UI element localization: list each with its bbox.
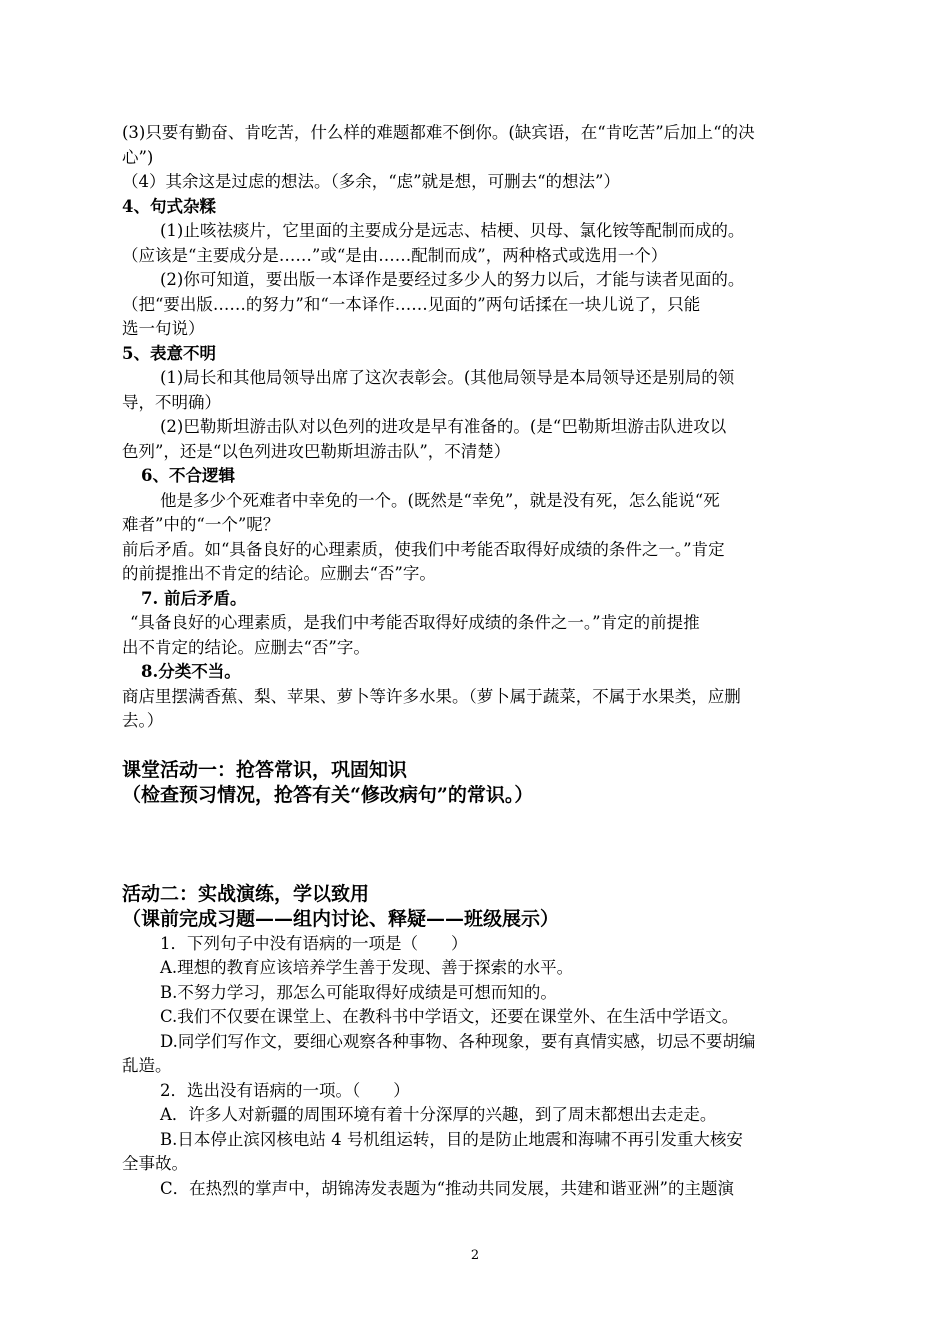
text-line: (2)你可知道，要出版一本译作是要经过多少人的努力以后，才能与读者见面的。 bbox=[160, 270, 745, 289]
text-line: (2)巴勒斯坦游击队对以色列的进攻是早有准备的。(是“巴勒斯坦游击队进攻以 bbox=[160, 417, 727, 436]
text-line: (1)局长和其他局领导出席了这次表彰会。(其他局领导是本局领导还是别局的领 bbox=[160, 368, 735, 387]
document-body bbox=[122, 121, 834, 1201]
text-line: （4）其余这是过虑的想法。（多余，“虑”就是想，可删去“的想法”） bbox=[122, 172, 620, 191]
text-line: 去。） bbox=[122, 711, 164, 730]
question-1-option-d: D.同学们写作文，要细心观察各种事物、各种现象，要有真情实感，切忌不要胡编 bbox=[160, 1031, 756, 1051]
text-line: 前后矛盾。如“具备良好的心理素质，使我们中考能否取得好成绩的条件之一。”肯定 bbox=[122, 539, 725, 559]
question-1-option-a: A.理想的教育应该培养学生善于发现、善于探索的水平。 bbox=[160, 958, 574, 977]
activity2-subtitle: （课前完成习题——组内讨论、释疑——班级展示） bbox=[122, 907, 560, 930]
text-line: (3)只要有勤奋、肯吃苦，什么样的难题都难不倒你。(缺宾语，在“肯吃苦”后加上“的决 bbox=[122, 123, 755, 142]
section-heading: 8.分类不当。 bbox=[141, 662, 241, 681]
question-1-option-c: C.我们不仅要在课堂上、在教科书中学语文，还要在课堂外、在生活中学语文。 bbox=[160, 1007, 739, 1026]
activity1-title: 课堂活动一：抢答常识，巩固知识 bbox=[122, 758, 408, 781]
question-2-option-c: C．在热烈的掌声中，胡锦涛发表题为“推动共同发展，共建和谐亚洲”的主题演 bbox=[160, 1178, 734, 1198]
activity2-title: 活动二：实战演练，学以致用 bbox=[122, 882, 370, 905]
text-line: （把“要出版……的努力”和“一本译作……见面的”两句话揉在一块儿说了，只能 bbox=[122, 294, 701, 314]
text-line: （应该是“主要成分是……”或“是由……配制而成”，两种格式或选用一个） bbox=[122, 245, 668, 265]
text-line: 导，不明确） bbox=[122, 392, 221, 412]
text-line: 的前提推出不肯定的结论。应删去“否”字。 bbox=[122, 564, 436, 583]
text-line: 色列”，还是“以色列进攻巴勒斯坦游击队”，不清楚） bbox=[122, 441, 511, 461]
question-2-option-b: B.日本停止滨冈核电站 4 号机组运转，目的是防止地震和海啸不再引发重大核安 bbox=[160, 1129, 743, 1149]
text-line: “具备良好的心理素质，是我们中考能否取得好成绩的条件之一。”肯定的前提推 bbox=[130, 613, 700, 632]
text-line: 商店里摆满香蕉、梨、苹果、萝卜等许多水果。（萝卜属于蔬菜，不属于水果类，应删 bbox=[122, 686, 741, 706]
question-2-option-a: A．许多人对新疆的周围环境有着十分深厚的兴趣，到了周末都想出去走走。 bbox=[160, 1105, 717, 1124]
text-line: 难者”中的“一个”呢？ bbox=[122, 515, 280, 534]
section-heading: 4、句式杂糅 bbox=[122, 196, 216, 216]
section-heading: 5、表意不明 bbox=[122, 343, 216, 363]
activity1-subtitle: （检查预习情况，抢答有关“修改病句”的常识。） bbox=[122, 783, 534, 806]
question-1-stem: 1．下列句子中没有语病的一项是（ ） bbox=[160, 933, 468, 953]
page-number: 2 bbox=[470, 1248, 480, 1263]
section-heading: 7. 前后矛盾。 bbox=[141, 588, 247, 608]
question-2-option-b-cont: 全事故。 bbox=[122, 1154, 188, 1173]
question-1-option-b: B.不努力学习，那怎么可能取得好成绩是可想而知的。 bbox=[160, 982, 557, 1002]
section-heading: 6、不合逻辑 bbox=[141, 466, 235, 485]
text-line: (1)止咳祛痰片，它里面的主要成分是远志、桔梗、贝母、氯化铵等配制而成的。 bbox=[160, 221, 745, 240]
text-line: 选一句说） bbox=[122, 319, 205, 338]
text-line: 出不肯定的结论。应删去“否”字。 bbox=[122, 637, 370, 657]
text-line: 他是多少个死难者中幸免的一个。(既然是“幸免”，就是没有死，怎么能说“死 bbox=[160, 490, 720, 510]
question-1-option-d-cont: 乱造。 bbox=[122, 1056, 172, 1075]
text-line: 心”) bbox=[122, 147, 154, 167]
question-2-stem: 2．选出没有语病的一项。（ ） bbox=[160, 1080, 410, 1100]
